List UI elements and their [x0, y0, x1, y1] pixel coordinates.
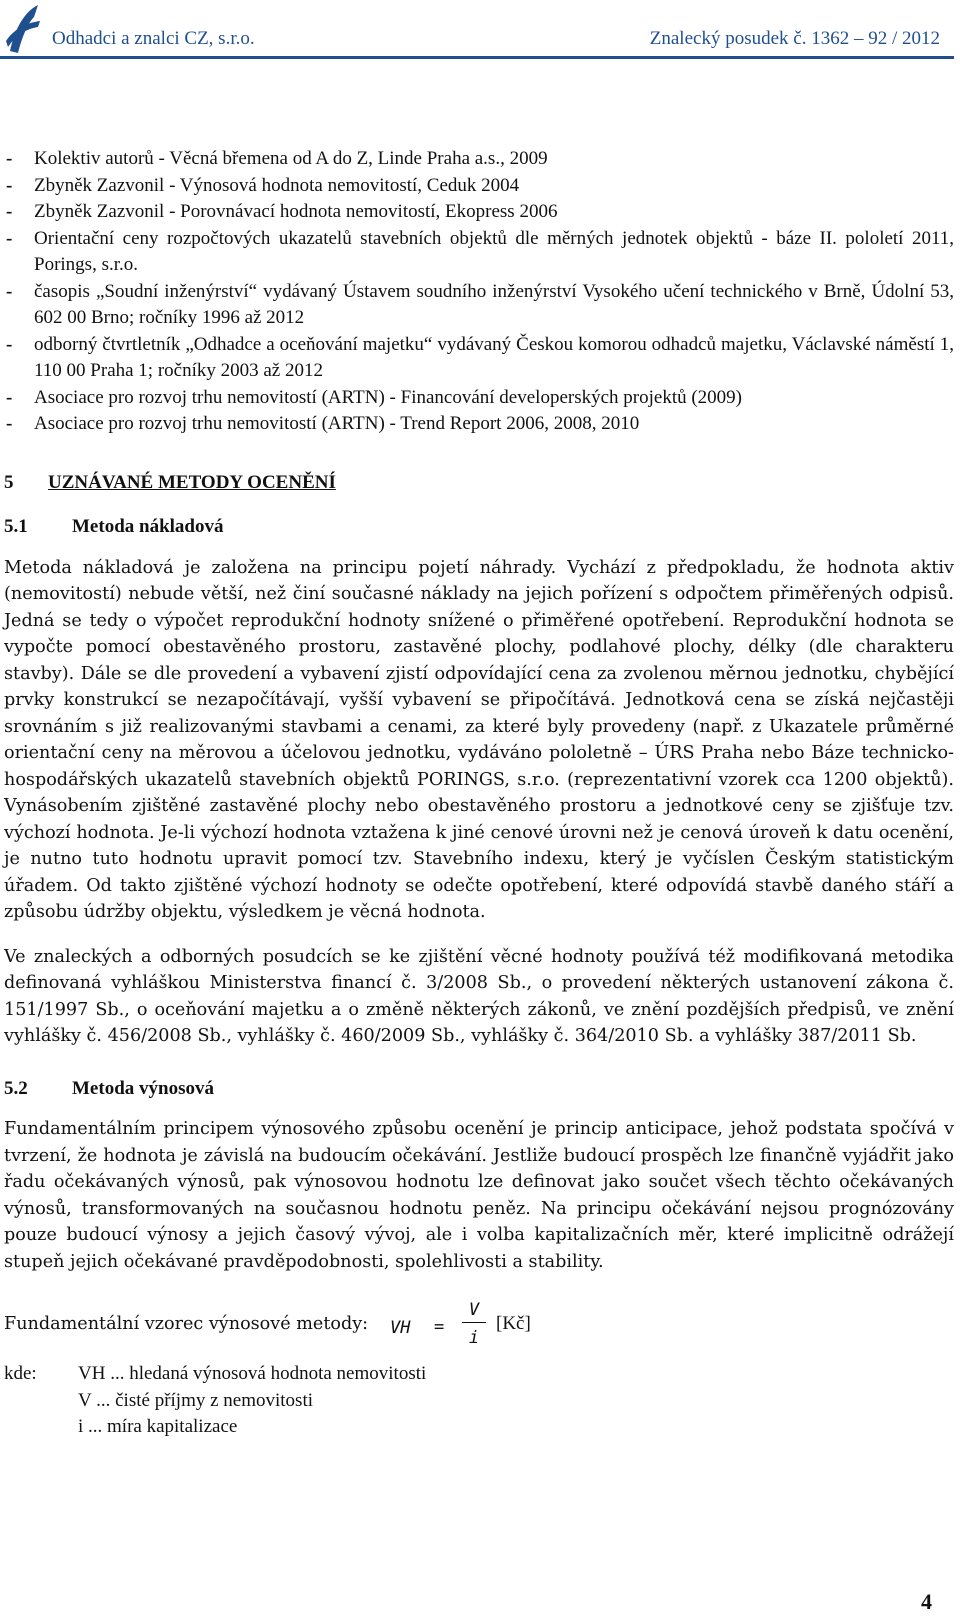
subsection-title: Metoda výnosová: [72, 1077, 214, 1099]
variable-legend: [4, 1361, 954, 1441]
formula-unit: [Kč]: [496, 1313, 531, 1334]
formula-equals: =: [434, 1317, 445, 1337]
legend-row: [4, 1414, 954, 1441]
legend-row: [4, 1361, 954, 1388]
list-item: - Zbyněk Zazvonil - Porovnávací hodnota nemovitostí, Ekopress 2006: [6, 201, 558, 222]
formula-lhs: VH: [390, 1318, 411, 1338]
legend-item: V ... čisté příjmy z nemovitosti: [78, 1389, 314, 1411]
subsection-number: 5.1: [4, 516, 28, 537]
list-item: - Asociace pro rozvoj trhu nemovitostí (ARTN) - Trend Report 2006, 2008, 2010: [6, 413, 640, 434]
formula-denominator: i: [468, 1328, 480, 1348]
list-item: - časopis „Soudní inženýrství“ vydávaný Ústavem soudního inženýrství Vysokého učení technického v Brně, Údolní 53, 602 00 Brno; ročníky 1996 až 2012: [6, 280, 954, 328]
paragraph: Metoda nákladová je založena na principu pojetí náhrady. Vychází z předpokladu, že hodnota aktiv (nemovitostí) nebude větší, než činí současné náklady na jejich pořízení s odpočtem přiměřených odpisů. Jedná se tedy o výpočet reprodukční hodnoty snížené o přiměřené opotřebení. Reprodukční hodnota se vypočte pomocí obestavěného prostoru, zastavěné plochy, podlahové plochy, délky (dle charakteru stavby). Dále se dle provedení a vybavení zjistí odpovídající cena za zvolenou měrnou jednotku, chybějící prvky konstrukcí se nezapočítávají, vyšší vybavení se připočítává. Jednotková cena se získá nejčastěji srovnáním s již realizovanými stavbami a cenami, za které byly provedeny (např. z Ukazatele průměrné orientační ceny na měrovou a účelovou jednotku, vydáváno pololetně – ÚRS Praha nebo Báze technicko-hospodářských ukazatelů stavebních objektů PORINGS, s.r.o. (reprezentativní vzorek cca 1200 objektů). Vynásobením zjištěné zastavěné plochy nebo obestavěného prostoru a jednotkové ceny se zjišťuje tzv. výchozí hodnota. Je-li výchozí hodnota vztažena k jiné cenové úrovni než je cenová úroveň k datu ocenění, je nutno tuto hodnotu upravit pomocí tzv. Stavebního indexu, který je vyčíslen Českým statistickým úřadem. Od takto zjištěné výchozí hodnoty se odečte opotřebení, které odpovídá stavbě daného stáří a způsobu údržby objektu, výsledkem je věcná hodnota.: [4, 557, 954, 922]
reference-list: [4, 146, 954, 438]
section-title: UZNÁVANÉ METODY OCENĚNÍ: [48, 471, 336, 493]
list-item: - Kolektiv autorů - Věcná břemena od A do Z, Linde Praha a.s., 2009: [6, 148, 548, 169]
legend-item: VH ... hledaná výnosová hodnota nemovitosti: [78, 1363, 427, 1384]
section-number: 5: [4, 471, 14, 493]
page-content: [4, 146, 954, 1441]
subsection-heading-income: [4, 1076, 954, 1103]
page-header: [0, 0, 960, 60]
legend-label: kde:: [4, 1363, 37, 1384]
company-logo-icon: [4, 3, 42, 55]
list-item: - Orientační ceny rozpočtových ukazatelů stavebních objektů dle měrných jednotek objektů - báze II. pololetí 2011, Porings, s.r.o.: [6, 227, 954, 275]
section-heading: [4, 470, 954, 497]
formula-numerator: V: [468, 1300, 480, 1320]
header-report-number: Znalecký posudek č. 1362 – 92 / 2012: [649, 28, 940, 49]
list-item: - Asociace pro rozvoj trhu nemovitostí (ARTN) - Financování developerských projektů (2009): [6, 386, 743, 408]
list-item: - odborný čtvrtletník „Odhadce a oceňování majetku“ vydávaný Českou komorou odhadců majetku, Václavské náměstí 1, 110 00 Praha 1; ročníky 2003 až 2012: [6, 333, 954, 381]
header-divider: [0, 56, 954, 59]
page-number: 4: [921, 1589, 932, 1614]
formula-label: Fundamentální vzorec výnosové metody:: [4, 1314, 369, 1334]
legend-row: [4, 1388, 954, 1415]
list-item: - Zbyněk Zazvonil - Výnosová hodnota nemovitostí, Ceduk 2004: [6, 174, 520, 196]
header-company: Odhadci a znalci CZ, s.r.o.: [52, 28, 255, 49]
subsection-title: Metoda nákladová: [72, 516, 224, 537]
paragraph: Ve znaleckých a odborných posudcích se ke zjištění věcné hodnoty používá též modifikovaná metodika definovaná vyhláškou Ministerstva financí č. 3/2008 Sb., o provedení některých ustanovení zákona č. 151/1997 Sb., o oceňování majetku a o změně některých zákonů, ve znění pozdějších předpisů, ve znění vyhlášky č. 456/2008 Sb., vyhlášky č. 460/2009 Sb., vyhlášky č. 364/2010 Sb. a vyhlášky 387/2011 Sb.: [4, 946, 954, 1046]
subsection-heading-cost: [4, 514, 954, 541]
fraction-bar: [462, 1322, 486, 1323]
legend-item: i ... míra kapitalizace: [78, 1416, 238, 1437]
formula: [4, 1297, 954, 1351]
paragraph: Fundamentálním principem výnosového způsobu ocenění je princip anticipace, jehož podstata spočívá v tvrzení, že hodnota je závislá na budoucím očekávání. Jestliže budoucí prospěch lze finančně vyjádřit jako řadu očekávaných výnosů, pak výnosovou hodnotu lze definovat jako součet všech těchto očekávaných výnosů, transformovaných na současnou hodnotu peněz. Na principu očekávání nejsou prognózovány pouze budoucí výnosy a jejich časový vývoj, ale i volba kapitalizačních měr, které implicitně odrážejí stupeň jejich očekávané pravděpodobnosti, spolehlivosti a stability.: [4, 1119, 954, 1272]
subsection-number: 5.2: [4, 1077, 28, 1099]
